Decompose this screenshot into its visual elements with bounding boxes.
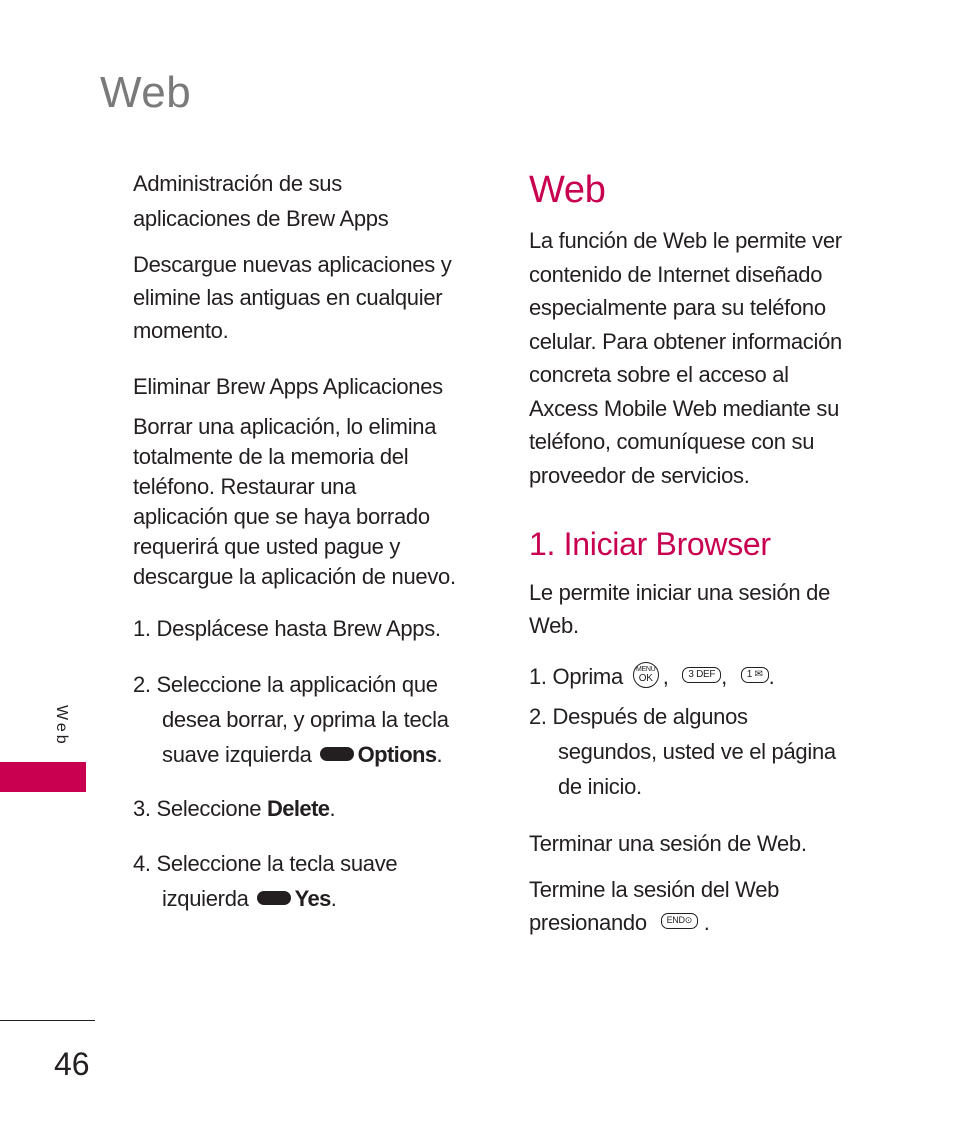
- step-text: izquierda: [162, 886, 249, 911]
- body-line: contenido de Internet diseñado: [529, 261, 823, 287]
- step-2: [133, 667, 493, 772]
- side-section-label: Web: [53, 705, 70, 747]
- key-1-icon: 1 ✉: [741, 667, 769, 683]
- step-4: [133, 846, 493, 916]
- left-soft-key-icon: [320, 747, 354, 761]
- left-soft-key-icon: [257, 891, 291, 905]
- step-line: [133, 737, 493, 772]
- body-line: celular. Para obtener información: [529, 328, 842, 354]
- section-body-manage-apps: [133, 248, 493, 347]
- option-label: Yes: [294, 886, 331, 911]
- step-line: 2. Después de algunos: [529, 704, 748, 729]
- body-line: Axcess Mobile Web mediante su: [529, 395, 840, 421]
- page-header-title: Web: [100, 68, 192, 117]
- end-session-body: [529, 873, 889, 939]
- body-line: proveedor de servicios.: [529, 462, 750, 488]
- body-line: totalmente de la memoria del: [133, 444, 409, 469]
- web-section-title: Web: [529, 169, 606, 211]
- step-text: presionando: [529, 910, 647, 935]
- page-number: 46: [54, 1046, 90, 1082]
- punctuation: ,: [721, 664, 727, 689]
- punctuation: ,: [662, 664, 669, 689]
- key-label: OK: [638, 673, 653, 685]
- step-1: 1. Desplácese hasta Brew Apps.: [133, 616, 441, 641]
- heading-line: Administración de sus: [133, 171, 342, 196]
- side-section-tab: [0, 762, 86, 792]
- section-heading-delete-apps: Eliminar Brew Apps Aplicaciones: [133, 374, 443, 399]
- body-line: teléfono. Restaurar una: [133, 474, 357, 499]
- menu-ok-key-icon: [633, 662, 659, 688]
- right-column: [529, 166, 889, 939]
- body-line: requerirá que usted pague y: [133, 534, 401, 559]
- step-3: [133, 792, 493, 825]
- body-line: Web.: [529, 613, 579, 638]
- step-text: suave izquierda: [162, 742, 312, 767]
- footer-divider: [0, 1020, 95, 1021]
- step-line: de inicio.: [558, 774, 642, 799]
- browser-step-1: [529, 660, 889, 693]
- key-label: MENU: [635, 666, 656, 674]
- body-line: momento.: [133, 318, 229, 343]
- section-heading-manage-apps: [133, 166, 493, 236]
- section-body-delete-apps: [133, 412, 493, 592]
- step-line: [133, 881, 493, 916]
- punctuation: .: [330, 886, 337, 911]
- option-label: Delete: [267, 796, 330, 821]
- body-line: Borrar una aplicación, lo elimina: [133, 414, 437, 439]
- step-line: 4. Seleccione la tecla suave: [133, 851, 398, 876]
- body-line: Le permite iniciar una sesión de: [529, 580, 831, 605]
- punctuation: .: [703, 910, 710, 935]
- end-key-icon: END⊙: [661, 913, 698, 929]
- body-line: especialmente para su teléfono: [529, 295, 826, 320]
- body-line: elimine las antiguas en cualquier: [133, 285, 443, 310]
- browser-step-2: [529, 699, 889, 804]
- heading-line: aplicaciones de Brew Apps: [133, 206, 389, 231]
- body-line: aplicación que se haya borrado: [133, 504, 430, 529]
- key-3-icon: 3 DEF: [682, 667, 721, 683]
- web-intro: [529, 224, 889, 492]
- body-line: [529, 906, 889, 939]
- left-column: [133, 166, 493, 916]
- body-line: concreta sobre el acceso al: [529, 362, 789, 387]
- body-line: Descargue nuevas aplicaciones y: [133, 252, 452, 277]
- step-text: 3. Seleccione: [133, 796, 267, 821]
- step-line: segundos, usted ve el página: [558, 739, 836, 764]
- option-label: Options: [357, 742, 437, 767]
- section-heading-end-session: Terminar una sesión de Web.: [529, 831, 807, 856]
- punctuation: .: [436, 742, 443, 767]
- step-line: 2. Seleccione la applicación que: [133, 672, 438, 697]
- section-title-iniciar-browser: 1. Iniciar Browser: [529, 526, 771, 562]
- section-body-iniciar-browser: [529, 576, 889, 642]
- step-line: desea borrar, y oprima la tecla: [162, 707, 449, 732]
- body-line: teléfono, comuníquese con su: [529, 429, 815, 454]
- body-line: descargue la aplicación de nuevo.: [133, 564, 456, 589]
- punctuation: .: [329, 796, 336, 821]
- punctuation: .: [768, 664, 775, 689]
- step-text: 1. Oprima: [529, 664, 623, 689]
- body-line: Termine la sesión del Web: [529, 877, 780, 902]
- body-line: La función de Web le permite ver: [529, 228, 842, 253]
